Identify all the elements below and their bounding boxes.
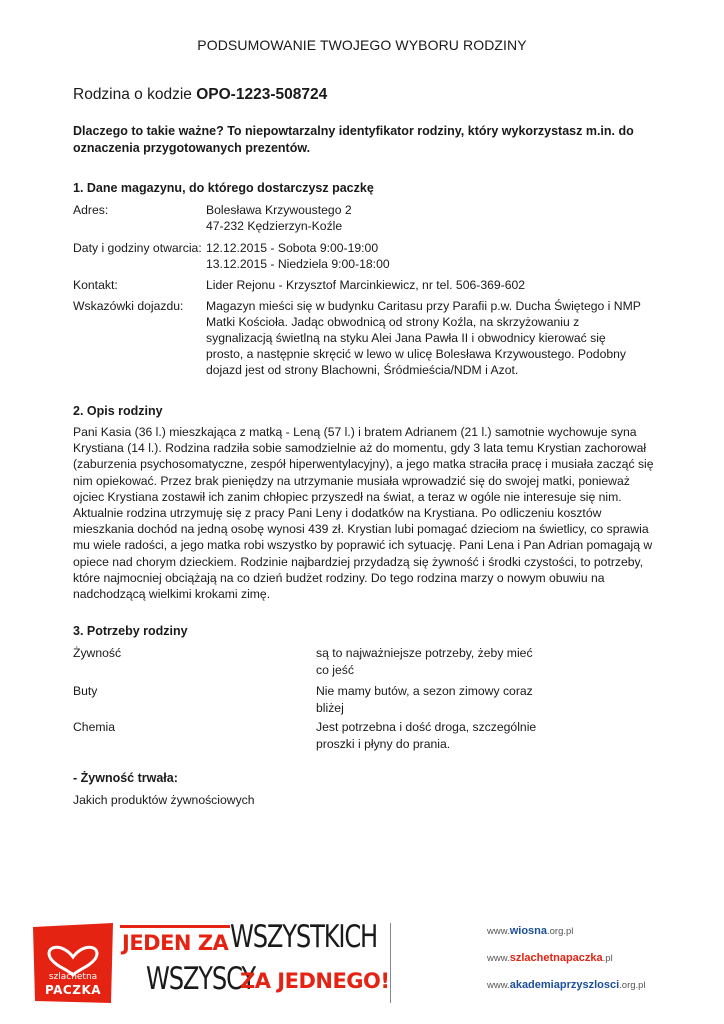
need-reason: są to najważniejsze potrzeby, żeby mieć co jeść [316, 646, 533, 677]
directions-value: Magazyn mieści się w budynku Caritasu przy Parafii p.w. Ducha Świętego i NMP Matki Kościoła. Jadąc obwodnicą od strony Koźla, na skrzyżowaniu z sygnalizacją świetlną na styku Alei Jana Pawła II i obwodnicy kierować się prosto, a następnie skręcić w lewo w ulicę Bolesława Krzywoustego. Podobny dojazd jest od strony Blachowni, Śródmieścia/NDM i Azot. [206, 299, 641, 377]
address-line-2: 47-232 Kędzierzyn-Koźle [206, 219, 343, 233]
link-prefix: www. [487, 926, 510, 937]
code-explanation: Dlaczego to takie ważne? To niepowtarzalny identyfikator rodziny, który wykorzystasz m.in. do oznaczenia przygotowanych prezentów. [73, 124, 634, 155]
need-item [73, 683, 663, 717]
hours-line-2: 13.12.2015 - Niedziela 9:00-18:00 [206, 257, 390, 271]
address-label: Adres: [73, 203, 109, 217]
link-name: akademiaprzyszlosci [509, 979, 620, 991]
hours-line-1: 12.12.2015 - Sobota 9:00-19:00 [206, 241, 379, 255]
link-prefix: www. [487, 980, 510, 991]
section-food-title: - Żywność trwała: [73, 771, 178, 785]
link-akademia-przyszlosci[interactable] [487, 979, 646, 991]
link-suffix: .org.pl [619, 980, 646, 991]
section-description-title: 2. Opis rodziny [73, 404, 163, 418]
slogan [120, 917, 390, 1007]
slogan-part-3: WSZYSCY [146, 961, 255, 997]
need-name: Chemia [73, 720, 115, 734]
hours-row [73, 240, 663, 274]
link-wiosna[interactable] [487, 925, 573, 937]
link-szlachetna-paczka[interactable] [487, 952, 613, 964]
need-reason: Jest potrzebna i dość droga, szczególnie proszki i płyny do prania. [316, 720, 537, 751]
address-value [206, 202, 646, 234]
hours-label: Daty i godziny otwarcia: [73, 241, 202, 255]
contact-label: Kontakt: [73, 278, 118, 292]
link-prefix: www. [487, 953, 510, 964]
need-name: Buty [73, 684, 98, 698]
contact-row [73, 277, 663, 295]
need-item [73, 719, 663, 753]
logo-line-1: szlachetna [48, 972, 98, 982]
family-code-label: Rodzina o kodzie [73, 86, 192, 103]
slogan-part-2: WSZYSTKICH [230, 919, 378, 955]
link-name: szlachetnapaczka [509, 952, 603, 964]
szlachetna-paczka-logo [33, 923, 113, 1003]
hours-value [206, 240, 646, 272]
page-title: PODSUMOWANIE TWOJEGO WYBORU RODZINY [197, 37, 527, 53]
family-code-value: OPO-1223-508724 [196, 86, 328, 103]
footer-divider [390, 923, 391, 1003]
link-name: wiosna [509, 925, 547, 937]
link-suffix: .org.pl [547, 926, 574, 937]
family-description: Pani Kasia (36 l.) mieszkająca z matką - Leną (57 l.) i bratem Adrianem (21 l.) samotnie wychowuje syna Krystiana (14 l.). Rodzina radziła sobie samodzielnie aż do momentu, gdy 3 lata temu Krystian zachorował (zaburzenia psychosomatyczne, zespół hiperwentylacyjny), a jego matka straciła pracę i musiała zacząć się nim opiekować. Przez brak pieniędzy na utrzymanie musiała wprowadzić się do swojej matki, ponieważ ojciec Krystiana zostawił ich zanim chłopiec przyszedł na świat, a teraz w ogóle nie interesuje się nim. Aktualnie rodzina utrzymuję się z pracy Pani Leny i dodatków na Krystiana. Po odliczeniu kosztów mieszkania dochód na jedną osobę wynosi 439 zł. Krystian lubi pomagać dzieciom na świetlicy, co sprawia mu wiele radości, a jego matka robi wszystko by poprawić ich sytuację. Pani Lena i Pan Adrian pomagają w opiece nad chorym dzieckiem. Rodzinie najbardziej przydadzą się żywność i środki czystości, to potrzeby, które najmocniej obciążają na co dzień budżet rodziny. Do tego rodzina marzy o nowym obuwiu na nadchodzącą wielkimi krokami zimę. [73, 425, 654, 602]
logo-line-2: PACZKA [44, 983, 102, 997]
section-warehouse-title: 1. Dane magazynu, do którego dostarczysz paczkę [73, 181, 374, 195]
address-row [73, 202, 663, 236]
food-question: Jakich produktów żywnościowych [73, 793, 255, 807]
directions-row [73, 298, 663, 380]
link-suffix: .pl [602, 953, 613, 964]
slogan-part-1: JEDEN ZA [122, 931, 229, 955]
directions-label: Wskazówki dojazdu: [73, 299, 184, 313]
need-name: Żywność [73, 646, 122, 660]
address-line-1: Bolesława Krzywoustego 2 [206, 203, 352, 217]
section-needs-title: 3. Potrzeby rodziny [73, 624, 188, 638]
footer [0, 915, 724, 1015]
slogan-part-4: ZA JEDNEGO! [240, 969, 390, 993]
need-reason: Nie mamy butów, a sezon zimowy coraz bliżej [316, 684, 533, 715]
contact-value: Lider Rejonu - Krzysztof Marcinkiewicz, nr tel. 506-369-602 [206, 278, 526, 292]
family-code-line [73, 86, 327, 104]
need-item [73, 645, 663, 679]
